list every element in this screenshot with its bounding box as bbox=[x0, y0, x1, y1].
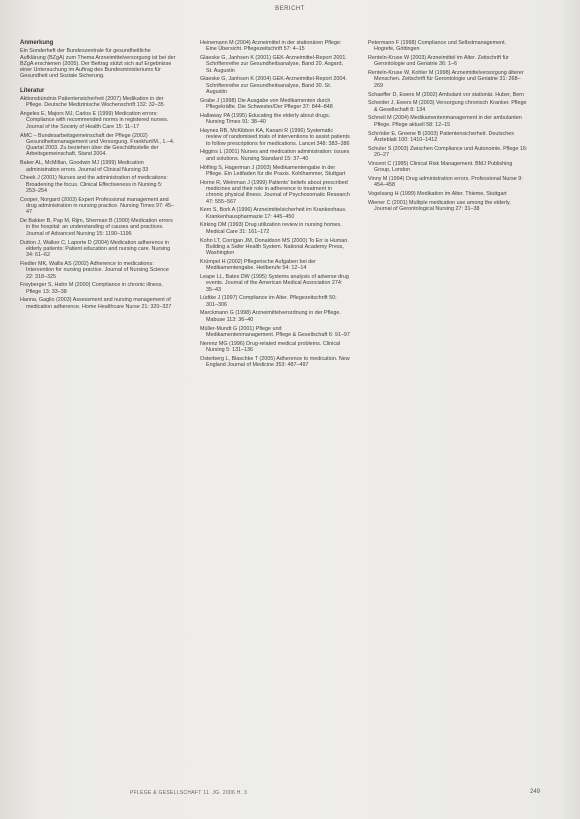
reference-entry: Cheek J (2001) Nurses and the administration of medications: Broadening the focus. Clinical Effectiveness in Nursing 5: 253–254 bbox=[20, 175, 168, 194]
reference-entry: Freyberger S, Hahn M (2000) Compliance in chronic illness. Pflege 13: 33–38 bbox=[20, 282, 163, 295]
page-number: 249 bbox=[530, 789, 541, 795]
reference-entry: De Bakker B, Pap M, Rijm, Sherman B (1990) Medication errors in the hospital: an understanding of causes and practices. Journal of Advanced Nursing 15: 1190–1196 bbox=[20, 218, 173, 237]
column-right bbox=[368, 40, 528, 215]
reference-entry: Haynes RB, McKibbon KA, Kanani R (1996) Systematic review of randomised trials of interventions to assist patients to follow prescriptions for medications. Lancet 348: 383–386 bbox=[200, 128, 350, 147]
journal-footer: PFLEGE & GESELLSCHAFT 11. JG. 2006 H. 3 bbox=[130, 790, 248, 796]
reference-entry: Aktionsbündnis Patientensicherheit (2007) Medikation in der Pflege. Deutsche Medizinische Wochenschrift 132: 32–35 bbox=[20, 96, 164, 109]
reference-entry: Schaeffer D, Ewers M (2002) Ambulant vor stationär. Huber, Bern bbox=[368, 91, 525, 98]
reference-entry: Hallaway PA (1995) Educating the elderly about drugs. Nursing Times 91: 38–40 bbox=[200, 112, 331, 126]
reference-entry: Marckmann G (1998) Arzneimittelverordnung in der Pflege. Mabuse 113: 36–40 bbox=[200, 310, 341, 323]
column-middle bbox=[200, 40, 350, 371]
reference-entry: Schuler S (2003) Zwischen Compliance und Autonomie. Pflege 16: 20–27 bbox=[368, 145, 528, 158]
reference-entry: Scheider J, Ewers M (2003) Versorgung chronisch Kranker. Pflege & Gesellschaft 8: 134 bbox=[368, 100, 527, 113]
section-heading-literature: Literatur bbox=[20, 87, 45, 94]
reference-entry: Renteln-Kruse W (2003) Arzneimittel im Alter. Zeitschrift für Gerontologie und Geriatrie 36: 1–6 bbox=[368, 55, 509, 68]
reference-entry: Schnell M (2004) Medikamentenmanagement in der ambulanten Pflege. Pflege aktuell 58: 12–15 bbox=[368, 115, 522, 128]
reference-entry: Kohn LT, Corrigan JM, Donaldson MS (2000) To Err is Human. Building a Safer Health System. National Academy Press, Washington bbox=[200, 237, 349, 257]
reference-entry: Vinny M (1994) Drug administration errors. Professional Nurse 9: 454–458 bbox=[368, 175, 523, 189]
reference-entry: Fiedler MK, Wallis AS (2002) Adherence to medications: Intervention for nursing practice. Journal of Nursing Science 22: 318–325 bbox=[20, 260, 169, 280]
column-left bbox=[20, 40, 176, 312]
reference-entry: Horne R, Weinman J (1999) Patients' beliefs about prescribed medicines and their role in adherence to treatment in chronic physical illness. Journal of Psychosomatic Research 47: 555–567 bbox=[200, 179, 350, 205]
reference-entry: Krümpel H (2002) Pflegerische Aufgaben bei der Medikamentengabe. Heilberufe 54: 12–14 bbox=[200, 258, 316, 272]
reference-list-left bbox=[20, 96, 176, 310]
reference-entry: Hanna, Gaglio (2003) Assessment and nursing management of medication adherence. Home Healthcare Nurse 21: 320–327 bbox=[20, 297, 172, 310]
reference-entry: Higgins L (2001) Nurses and medication administration: issues and solutions. Nursing Standard 15: 37–40 bbox=[200, 149, 350, 162]
reference-entry: Nerenz MG (1996) Drug-related medical problems. Clinical Nursing 5: 131–136 bbox=[200, 340, 341, 353]
reference-entry: Heinemann M (2004) Arzneimittel in der stationären Pflege: Eine Übersicht. Pflegezeitschrift 57: 4–15 bbox=[200, 40, 342, 53]
reference-entry: Höfling S, Hagerman J (2003) Medikamentengabe in der Pflege. Ein Leitfaden für die Praxis. Kohlhammer, Stuttgart bbox=[200, 164, 346, 177]
running-header: BERICHT bbox=[275, 6, 305, 12]
reference-entry: Cooper, Norgard (2003) Expert Professional management and drug administration in nursing practice. Nursing Times 97: 45–47 bbox=[20, 196, 175, 216]
note-paragraph: Ein Sonderheft der Bundeszentrale für gesundheitliche Aufklärung (BZgA) zum Thema Arzneimittelversorgung ist bei der BZgA erschienen (2005). Der Beitrag stützt sich auf Ergebnisse einer Untersuchung im Auftrag des Bundesministeriums für Gesundheit und Soziale Sicherung. bbox=[20, 48, 176, 80]
reference-entry: Müller-Mundt G (2001) Pflege und Medikamentenmanagement. Pflege & Gesellschaft 6: 91–97 bbox=[200, 325, 350, 338]
reference-entry: AMC – Bundesarbeitsgemeinschaft der Pflege (2002) Gesundheitsmanagement und Versorgung. Frankfurt/M., 1.–4. Quartal 2003. Zu beziehen über die Geschäftsstelle der Arbeitsgemeinschaft, Stand 2004. bbox=[20, 132, 175, 158]
reference-entry: Grabe J (1998) Die Ausgabe von Medikamenten durch Pflegekräfte. Die Schwester/Der Pfleger 37: 844–848 bbox=[200, 97, 333, 111]
reference-entry: Petermann F (1998) Compliance und Selbstmanagement. Hogrefe, Göttingen bbox=[368, 40, 507, 53]
reference-entry: Vincent C (1995) Clinical Risk Management. BMJ Publishing Group, London bbox=[368, 160, 513, 174]
reference-entry: Glaeske G, Janhsen K (2004) GEK-Arzneimittel-Report 2004. Schriftenreihe zur Gesundheitsanalyse, Band 30. St. Augustin bbox=[200, 76, 347, 96]
reference-entry: Vogelsang H (1999) Medikation im Alter. Thieme, Stuttgart bbox=[368, 190, 507, 197]
reference-entry: Leape LL, Bates DW (1995) Systems analysis of adverse drug events. Journal of the American Medical Association 274: 35–43 bbox=[200, 274, 349, 293]
reference-entry: Schröder E, Greene B (2003) Patientensicherheit. Deutsches Ärzteblatt 100: 1410–1412 bbox=[368, 130, 514, 143]
reference-entry: Osterberg L, Blaschke T (2005) Adherence to medication. New England Journal of Medicine 353: 487–497 bbox=[200, 355, 350, 369]
reference-entry: Renteln-Kruse W, Kohler M (1998) Arzneimittelversorgung älterer Menschen. Zeitschrift für Gerontologie und Geriatrie 31: 268–269 bbox=[368, 70, 524, 89]
section-heading-note: Anmerkung bbox=[20, 40, 54, 46]
reference-entry: Glaeske G, Janhsen K (2001) GEK-Arzneimittel-Report 2001. Schriftenreihe zur Gesundheitsanalyse, Band 20. Asgard, St. Augustin bbox=[200, 55, 347, 74]
reference-entry: Angeles E, Majors MJ, Carlos E (1999) Medication errors: Compliance with recommended norms in registered nurses. Journal of the Society of Health Care 15: 11–17 bbox=[20, 111, 169, 130]
reference-entry: Kern S, Bork A (1996) Arzneimittelsicherheit im Krankenhaus. Krankenhauspharmazie 17: 445–450 bbox=[200, 207, 347, 220]
reference-entry: Baker AL, McMillan, Goodwin MJ (1999) Medication administration errors. Journal of Clinical Nursing 33 bbox=[20, 160, 149, 173]
reference-entry: Dutton J, Walker C, Laporte D (2004) Medication adherence in elderly patients: Patient education and nursing care. Nursing 34: 61–62 bbox=[20, 239, 171, 259]
reference-entry: Wiener C (2001) Multiple medication use among the elderly. Journal of Gerontological Nursing 27: 31–38 bbox=[368, 199, 511, 213]
reference-entry: Lüdtke J (1997) Compliance im Alter. Pflegezeitschrift 50: 301–306 bbox=[200, 295, 337, 308]
reference-entry: Kirking DM (1993) Drug utilization review in nursing homes. Medical Care 31: 161–172 bbox=[200, 222, 342, 235]
